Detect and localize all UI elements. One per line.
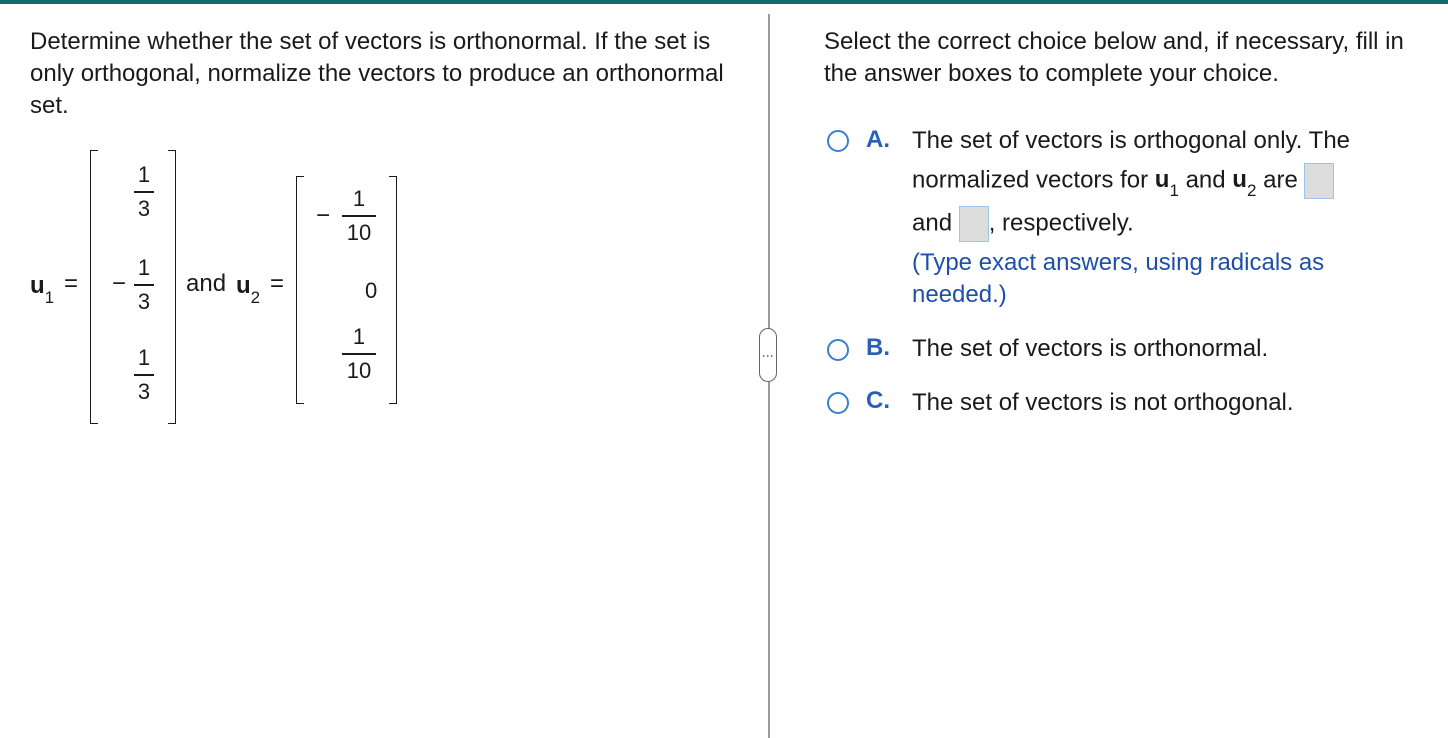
choice-a-line2: normalized vectors for $u_1$ and $u_2$ are <box>912 163 1334 204</box>
choice-a-radio[interactable] <box>827 130 849 152</box>
choice-a-hint: (Type exact answers, using radicals as needed.) <box>912 249 1325 308</box>
u2-entry-1: 1 10 <box>342 187 376 245</box>
choice-a-line3: and , respectively. <box>912 206 1134 242</box>
u1-entry-3: 1 3 <box>134 346 154 404</box>
u1-entry-2: 1 3 <box>134 256 154 314</box>
u2-entry-2: 0 <box>365 278 378 303</box>
choice-b-letter: B. <box>866 334 890 361</box>
more-icon: ⋮ <box>761 349 775 361</box>
u1-left-bracket <box>90 150 98 424</box>
u2-label: $u_2$ <box>236 272 261 307</box>
u2-entry-3: 1 10 <box>342 325 376 383</box>
splitter-handle[interactable] <box>759 328 777 382</box>
choice-c-letter: C. <box>866 387 890 414</box>
choice-a-line1: The set of vectors is orthogonal only. The <box>912 127 1351 154</box>
u1-label: $u_1$ <box>30 272 55 307</box>
answer-instruction: Select the correct choice below and, if necessary, fill in the answer boxes to complete your choice. <box>824 28 1404 87</box>
choice-c-text: The set of vectors is not orthogonal. <box>912 389 1294 416</box>
u1-right-bracket <box>168 150 176 424</box>
u1-entry-2-sign: − <box>112 270 127 297</box>
choice-c-radio[interactable] <box>827 392 849 414</box>
choice-b-radio[interactable] <box>827 339 849 361</box>
u2-left-bracket <box>296 176 304 404</box>
u2-entry-1-sign: − <box>316 202 331 229</box>
u2-right-bracket <box>389 176 397 404</box>
choice-b-text: The set of vectors is orthonormal. <box>912 335 1269 362</box>
top-accent-bar <box>0 0 1448 4</box>
u1-equals: = <box>64 270 79 297</box>
u2-equals: = <box>270 270 285 297</box>
and-label: and <box>186 270 227 297</box>
answer-box-1[interactable] <box>1304 163 1334 199</box>
question-prompt: Determine whether the set of vectors is orthonormal. If the set is only orthogonal, normalize the vectors to produce an orthonormal set. <box>30 28 724 119</box>
answer-box-2[interactable] <box>959 206 989 242</box>
u1-entry-1: 1 3 <box>134 163 154 221</box>
choice-a-letter: A. <box>866 126 890 153</box>
